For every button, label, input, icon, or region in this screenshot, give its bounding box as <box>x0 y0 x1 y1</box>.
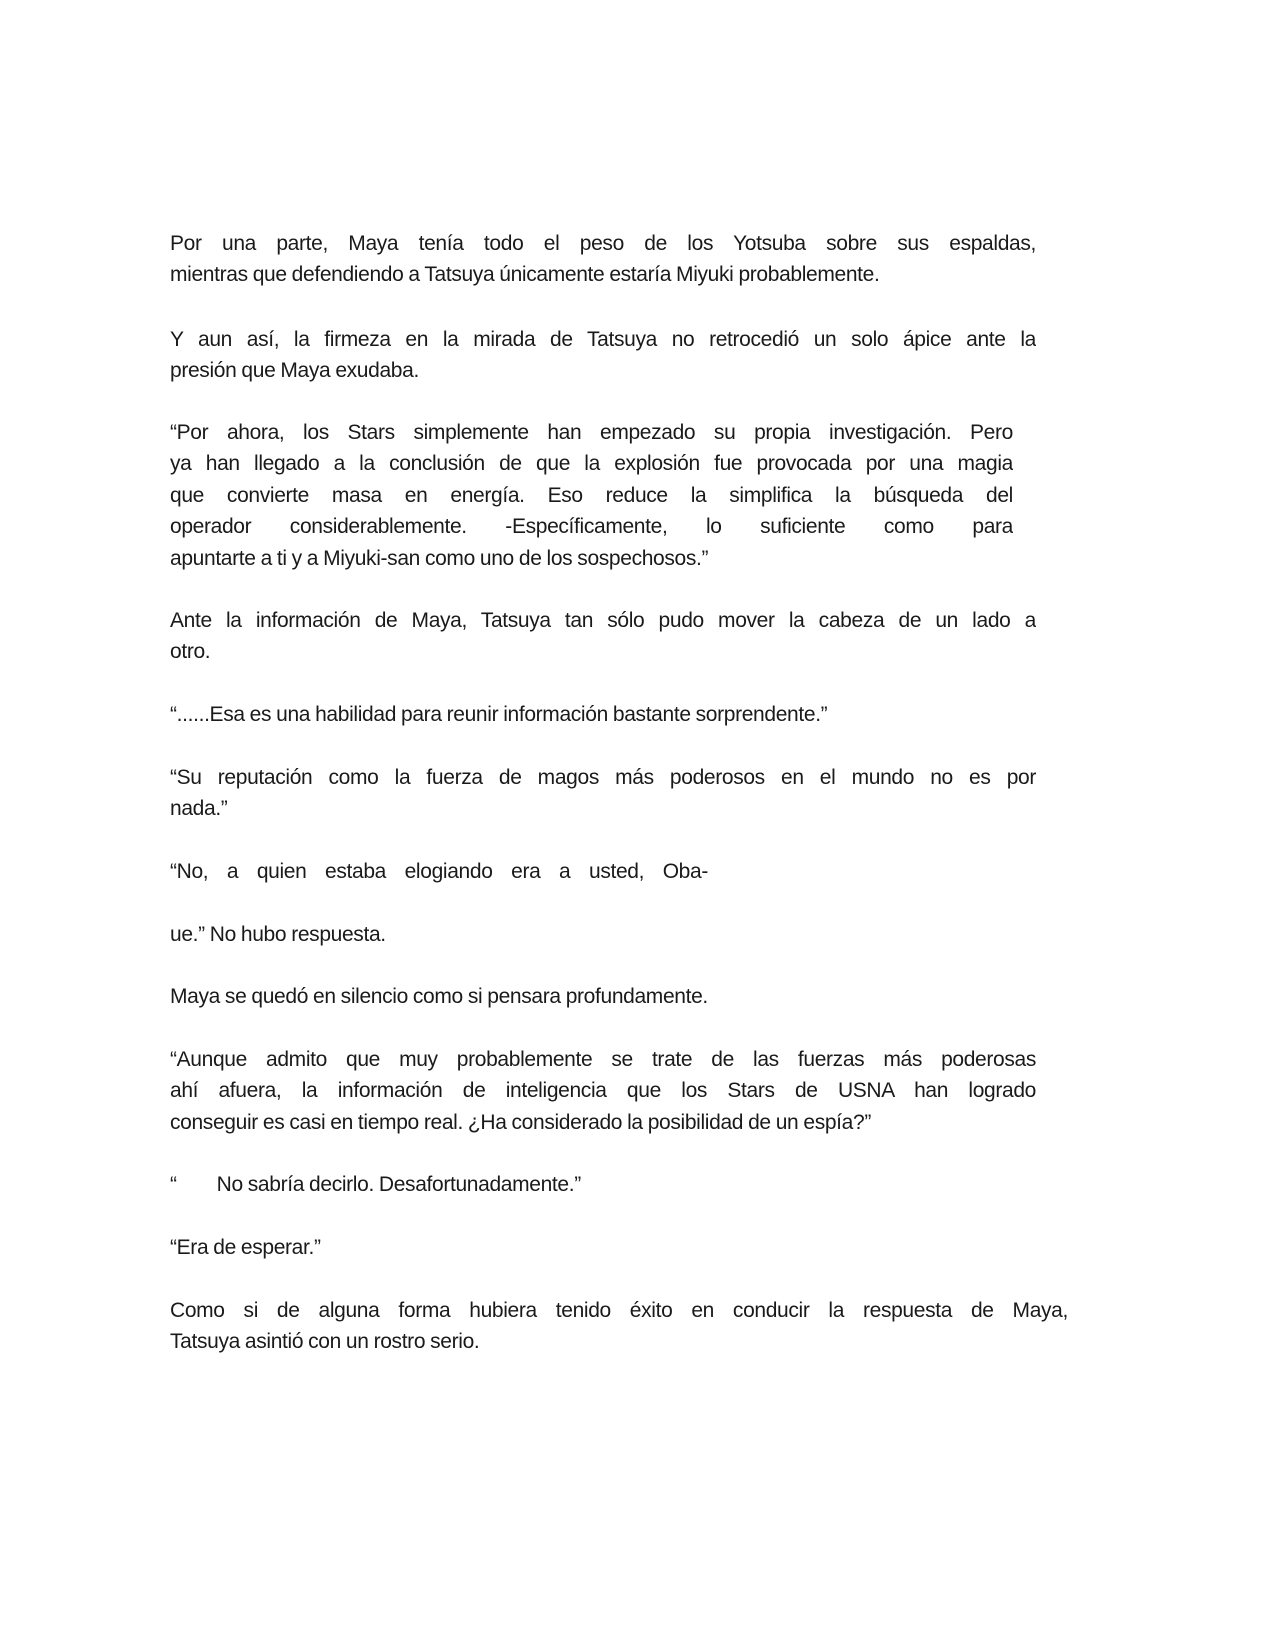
text-line: Y aun así, la firmeza en la mirada de Tatsuya no retrocedió un solo ápice ante la <box>170 328 1036 351</box>
text-line: ue.” No hubo respuesta. <box>170 923 386 946</box>
text-line: mientras que defendiendo a Tatsuya únicamente estaría Miyuki probablemente. <box>170 263 880 287</box>
text-line: presión que Maya exudaba. <box>170 359 419 383</box>
text-line: “Era de esperar.” <box>170 1236 321 1259</box>
text-line: Maya se quedó en silencio como si pensara profundamente. <box>170 985 708 1008</box>
paragraph <box>170 762 1036 825</box>
text-line: conseguir es casi en tiempo real. ¿Ha considerado la posibilidad de un espía?” <box>170 1110 871 1134</box>
paragraph <box>170 605 1036 668</box>
paragraph <box>170 856 708 887</box>
paragraph <box>170 981 1036 1012</box>
text-line: Ante la información de Maya, Tatsuya tan sólo pudo mover la cabeza de un lado a <box>170 609 1036 632</box>
text-line: Tatsuya asintió con un rostro serio. <box>170 1330 480 1354</box>
paragraph <box>170 228 1036 291</box>
paragraph <box>170 919 1036 950</box>
text-line: ya han llegado a la conclusión de que la explosión fue provocada por una magia <box>170 452 1013 476</box>
text-line: “......Esa es una habilidad para reunir información bastante sorprendente.” <box>170 703 828 726</box>
paragraph <box>170 1169 1036 1200</box>
text-line: “No, a quien estaba elogiando era a usted, Oba- <box>170 860 708 883</box>
paragraph <box>170 417 1013 574</box>
text-line <box>170 1169 1036 1200</box>
paragraph <box>170 324 1036 387</box>
paragraph <box>170 1295 1068 1358</box>
text-line: que convierte masa en energía. Eso reduce la simplifica la búsqueda del <box>170 483 1013 507</box>
paragraph <box>170 699 1036 730</box>
paragraph <box>170 1232 1036 1263</box>
text-line: “Aunque admito que muy probablemente se trate de las fuerzas más poderosas <box>170 1048 1036 1071</box>
text-span: No sabría decirlo. Desafortunadamente.” <box>216 1173 581 1196</box>
text-line: “Su reputación como la fuerza de magos más poderosos en el mundo no es por <box>170 766 1036 789</box>
paragraph <box>170 1044 1036 1138</box>
text-line: ahí afuera, la información de inteligencia que los Stars de USNA han logrado <box>170 1079 1036 1103</box>
quote-mark: “ <box>170 1173 177 1196</box>
text-line: Como si de alguna forma hubiera tenido éxito en conducir la respuesta de Maya, <box>170 1299 1068 1322</box>
text-line: “Por ahora, los Stars simplemente han empezado su propia investigación. Pero <box>170 421 1013 444</box>
text-line: operador considerablemente. -Específicamente, lo suficiente como para <box>170 515 1013 539</box>
text-line: apuntarte a ti y a Miyuki-san como uno de los sospechosos.” <box>170 546 709 570</box>
text-line: Por una parte, Maya tenía todo el peso de los Yotsuba sobre sus espaldas, <box>170 232 1036 255</box>
text-line: nada.” <box>170 797 228 821</box>
text-line: otro. <box>170 640 211 664</box>
